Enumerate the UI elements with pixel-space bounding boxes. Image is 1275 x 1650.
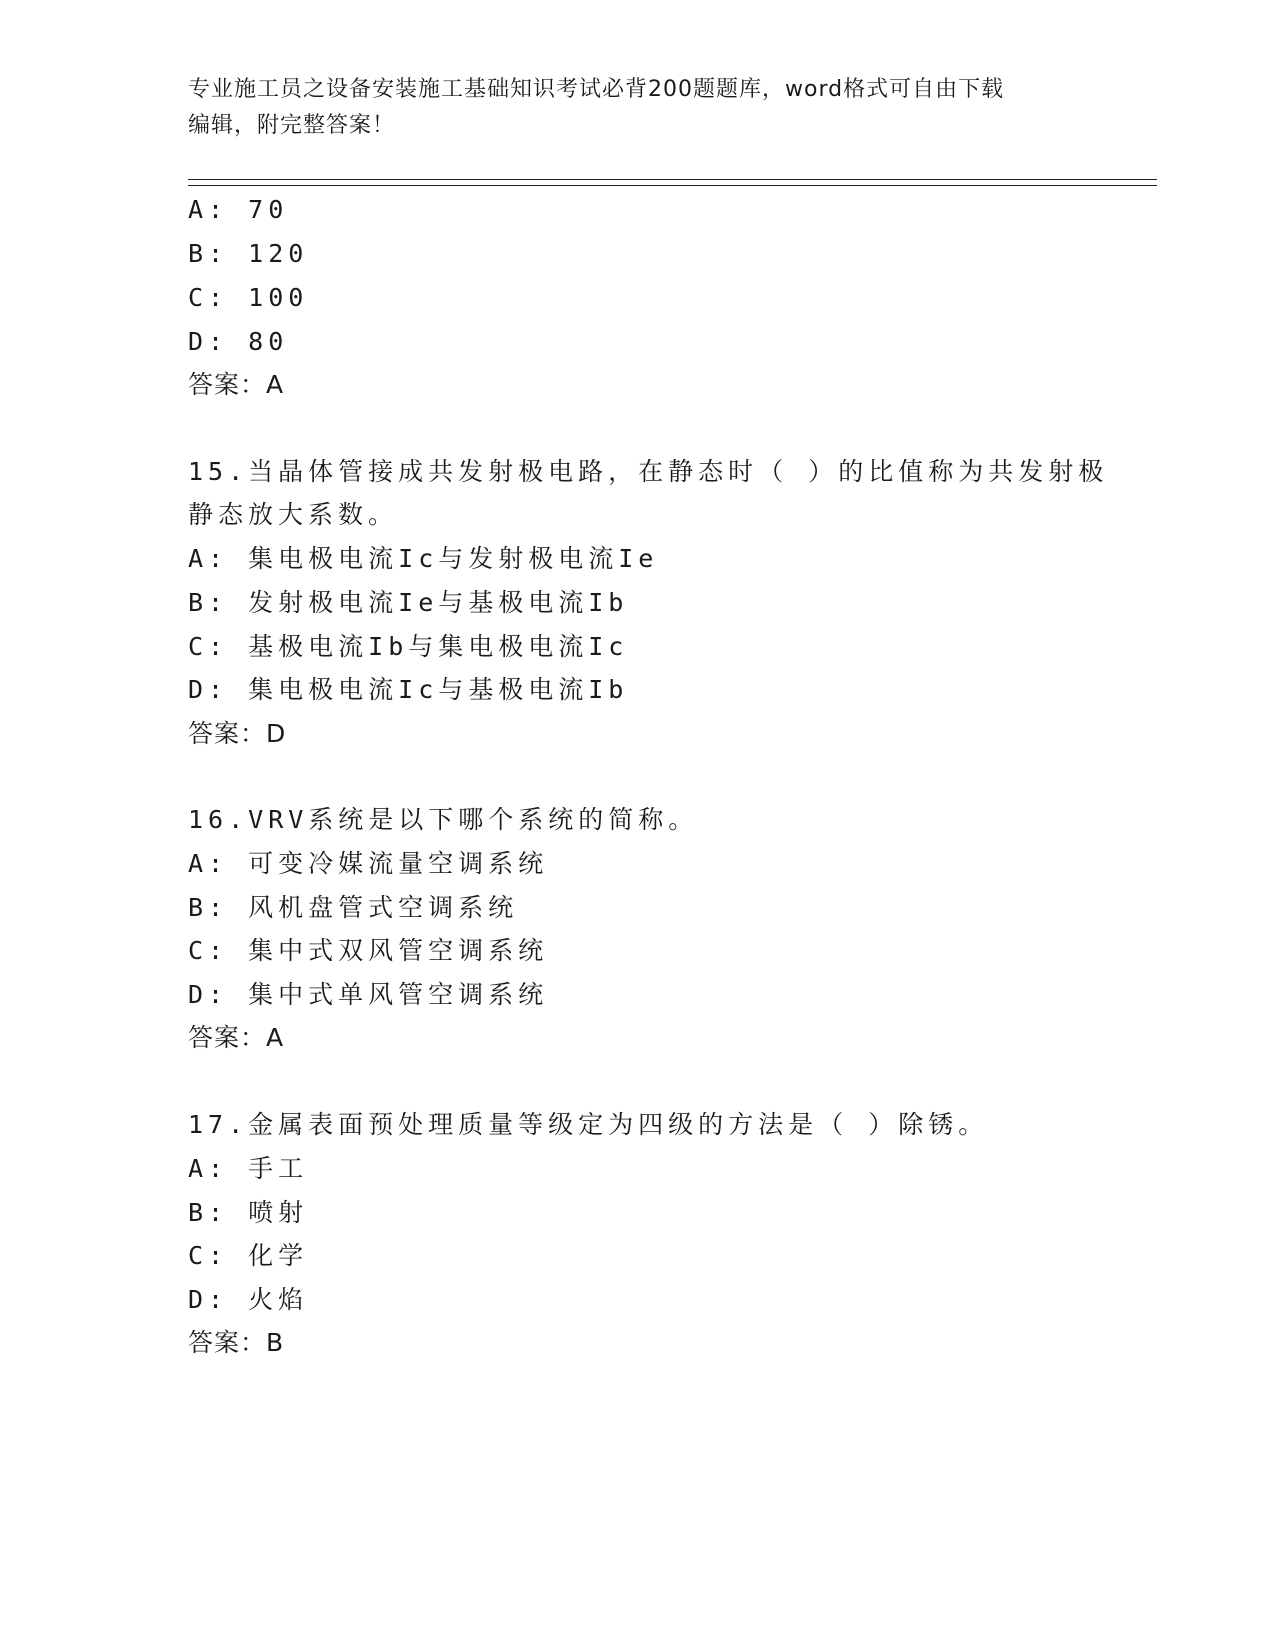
q17-answer: 答案：B — [188, 1328, 285, 1357]
q15-stem-line-2: 静态放大系数。 — [188, 500, 399, 529]
q16-option-d: D: 集中式单风管空调系统 — [188, 980, 549, 1009]
q16-option-a: A: 可变冷媒流量空调系统 — [188, 849, 549, 878]
q16-stem-line-1: 16.VRV系统是以下哪个系统的简称。 — [188, 805, 699, 834]
header-divider-bottom — [188, 185, 1157, 186]
q14-option-b: B: 120 — [188, 239, 309, 268]
q17-option-b: B: 喷射 — [188, 1198, 309, 1227]
q16-option-b: B: 风机盘管式空调系统 — [188, 893, 519, 922]
q16-option-c: C: 集中式双风管空调系统 — [188, 936, 549, 965]
header-title-line-1: 专业施工员之设备安装施工基础知识考试必背200题题库，word格式可自由下载 — [188, 77, 1005, 102]
q14-option-d: D: 80 — [188, 327, 289, 356]
document-header — [188, 72, 1088, 144]
q15-option-b: B: 发射极电流Ie与基极电流Ib — [188, 588, 629, 617]
q15-option-c: C: 基极电流Ib与集电极电流Ic — [188, 632, 629, 661]
q15-option-a: A: 集电极电流Ic与发射极电流Ie — [188, 544, 659, 573]
q17-stem-line-1: 17.金属表面预处理质量等级定为四级的方法是（ ）除锈。 — [188, 1110, 989, 1139]
q14-option-c: C: 100 — [188, 283, 309, 312]
header-title-line-2: 编辑，附完整答案！ — [188, 113, 396, 138]
q17-option-c: C: 化学 — [188, 1241, 309, 1270]
q14-option-a: A: 70 — [188, 195, 289, 224]
q15-answer: 答案：D — [188, 719, 287, 748]
q17-option-a: A: 手工 — [188, 1154, 309, 1183]
q16-answer: 答案：A — [188, 1023, 285, 1052]
header-divider-top — [188, 179, 1157, 180]
q17-option-d: D: 火焰 — [188, 1285, 309, 1314]
q15-option-d: D: 集电极电流Ic与基极电流Ib — [188, 675, 629, 704]
q14-answer: 答案：A — [188, 370, 285, 399]
q15-stem-line-1: 15.当晶体管接成共发射极电路，在静态时（ ）的比值称为共发射极 — [188, 457, 1109, 486]
